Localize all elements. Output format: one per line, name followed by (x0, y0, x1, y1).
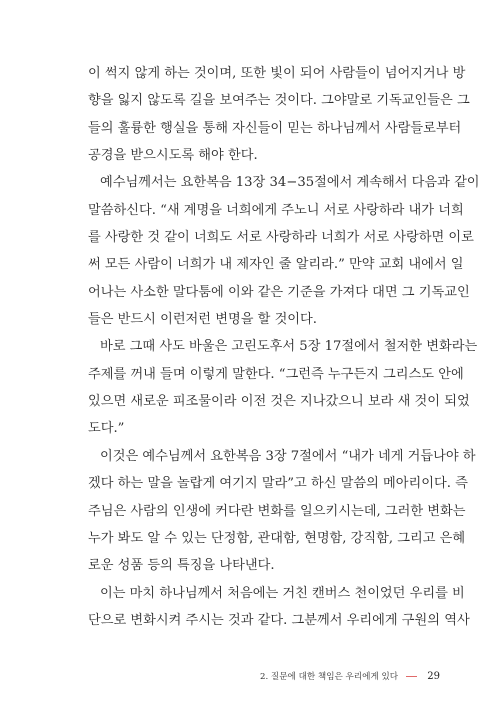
text-line: 주님은 사람의 인생에 커다란 변화를 일으키시는데, 그러한 변화는 (88, 503, 466, 519)
text-line: 주제를 꺼내 들며 이렇게 말한다. “그런즉 누구든지 그리스도 안에 (88, 366, 464, 382)
text-line: 예수님께서는 요한복음 13장 34−35절에서 계속해서 다음과 같이 (100, 175, 480, 191)
text-line: 있으면 새로운 피조물이라 이전 것은 지나갔으니 보라 새 것이 되었 (88, 394, 470, 410)
text-line: 겠다 하는 말을 놀랍게 여기지 말라”고 하신 말씀의 메아리이다. 즉 (88, 476, 468, 492)
text-line: 도다.” (88, 421, 125, 437)
paragraph-2 (88, 169, 480, 333)
running-head: 2. 질문에 대한 책임은 우리에게 있다 (260, 672, 399, 682)
footer-rule (406, 676, 417, 677)
text-line: 들은 반드시 이런저런 변명을 할 것이다. (88, 312, 317, 328)
text-line: 어나는 사소한 말다툼에 이와 같은 기준을 가져다 대면 그 기독교인 (88, 284, 470, 300)
page-number: 29 (427, 670, 440, 682)
text-line: 써 모든 사람이 너희가 내 제자인 줄 알리라.” 만약 교회 내에서 일 (88, 257, 464, 273)
text-line: 로운 성품 등의 특징을 나타낸다. (88, 558, 275, 574)
text-line: 들의 훌륭한 행실을 통해 자신들이 믿는 하나님께서 사람들로부터 (88, 120, 462, 136)
paragraph-5 (88, 580, 470, 635)
text-line: 이것은 예수님께서 요한복음 3장 7절에서 “내가 네게 거듭나야 하 (100, 448, 476, 464)
page-footer (260, 669, 440, 683)
paragraph-4 (88, 443, 476, 580)
text-line: 바로 그때 사도 바울은 고린도후서 5장 17절에서 철저한 변화라는 (100, 339, 478, 355)
text-line: 이는 마치 하나님께서 처음에는 거친 캔버스 천이었던 우리를 비 (100, 585, 465, 601)
text-line: 향을 잃지 않도록 길을 보여주는 것이다. 그야말로 기독교인들은 그 (88, 93, 470, 109)
body-text (88, 60, 480, 634)
text-line: 단으로 변화시켜 주시는 것과 같다. 그분께서 우리에게 구원의 역사 (88, 612, 470, 628)
text-line: 공경을 받으시도록 해야 한다. (88, 148, 258, 164)
text-line: 를 사랑한 것 같이 너희도 서로 사랑하라 너희가 서로 사랑하면 이로 (88, 230, 474, 246)
text-line: 누가 봐도 알 수 있는 단정함, 관대함, 현명함, 강직함, 그리고 은혜 (88, 530, 466, 546)
paragraph-1 (88, 60, 470, 169)
text-line: 이 썩지 않게 하는 것이며, 또한 빛이 되어 사람들이 넘어지거나 방 (88, 66, 466, 81)
paragraph-3 (88, 333, 478, 442)
text-line: 말씀하신다. “새 계명을 너희에게 주노니 서로 사랑하라 내가 너희 (88, 202, 464, 218)
